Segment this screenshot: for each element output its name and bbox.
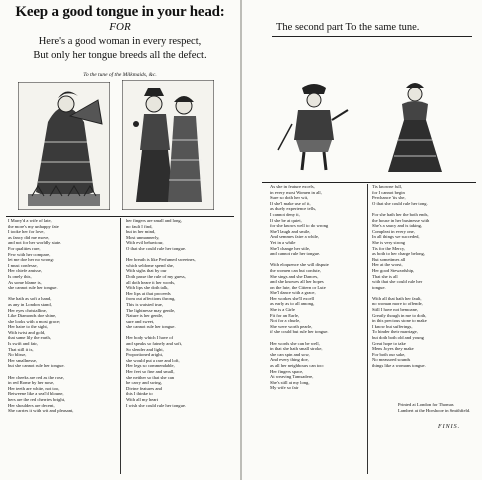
verse-line: O that she could rule her tongue. bbox=[126, 245, 187, 251]
verse-line: with that she could rule her bbox=[372, 279, 423, 285]
verse-line: and she knowes all her hopes bbox=[270, 279, 324, 285]
verse-line: in that she hath small stroke, bbox=[270, 346, 323, 352]
verse-line: the more's my unhappy fate bbox=[8, 223, 59, 229]
verse-line: For qualities rare, bbox=[8, 245, 41, 251]
verse-line: Is swift and fair, bbox=[8, 341, 38, 347]
verse-line: no fault I find, bbox=[126, 223, 153, 229]
verse-line: and cannot rule her tongue. bbox=[270, 251, 321, 257]
column-divider bbox=[120, 218, 121, 474]
verse-line: Her at the worst, bbox=[372, 262, 403, 268]
verse-line: I must confesse, bbox=[8, 262, 38, 268]
verse-line: With eloquence she will dispute bbox=[270, 262, 329, 268]
verse-line: She'l dance with a grace, bbox=[270, 290, 316, 296]
verse-line: this I thinke to bbox=[126, 391, 153, 397]
verse-line: that same lily the earth, bbox=[8, 335, 51, 341]
verse-line: her fingers are small and long, bbox=[126, 218, 182, 223]
verse-line: Most unmannerly, bbox=[126, 234, 160, 240]
verse-line: Like Diamonds doe shine, bbox=[8, 313, 57, 319]
verse-line: To hinder their marriage, bbox=[372, 329, 418, 335]
second-part-title: The second part To the same tune. bbox=[276, 22, 420, 33]
verse-line: I wish she could rule her tongue. bbox=[126, 402, 187, 408]
verse-line: As she in feature excels, bbox=[270, 184, 315, 189]
verse-line: in every most Women in all, bbox=[270, 189, 322, 195]
verse-line: for she knows well to do wrong bbox=[270, 223, 329, 229]
verse-line: With evil behaviour, bbox=[126, 240, 164, 246]
verse-line: Her smallnesse, bbox=[8, 357, 38, 363]
verse-line: Fit for an Earle, bbox=[270, 312, 300, 318]
verse-line: but she cannot rule her tongue. bbox=[8, 363, 65, 369]
verse-line: For she hath her the both ends, bbox=[372, 211, 429, 217]
verse-line: I cannot deny it, bbox=[270, 211, 300, 217]
section-rule-right bbox=[262, 182, 476, 183]
subtitle-line-1: Here's a good woman in every respect, bbox=[38, 36, 202, 47]
verse-line: on the lute, the Cittern or Lute bbox=[270, 284, 326, 290]
verse-line: no woman more to offende, bbox=[372, 301, 423, 307]
verse-line: but doth both old and young bbox=[372, 335, 424, 341]
verse-line: as duely experience tells, bbox=[270, 206, 317, 212]
verse-line: Betweene like a seal'd bloune, bbox=[8, 391, 64, 397]
verse-line: Her teeth are white, not too, bbox=[8, 385, 60, 391]
verse-line: she cannot rule her tongue. bbox=[8, 285, 58, 291]
verse-line: as early as to all among, bbox=[270, 301, 315, 307]
verse-line: she neither so that she can bbox=[126, 374, 175, 380]
verse-line: in this precious stone to make bbox=[372, 318, 427, 324]
verse-line: Her words she can be well, bbox=[270, 340, 320, 346]
ballad-title: Keep a good tongue in your head: bbox=[15, 4, 225, 20]
imprint-line-1: Printed at London for Thomas bbox=[398, 402, 454, 407]
verse-line: No blisse, bbox=[8, 352, 27, 358]
verse-line: And semmes faire a while, bbox=[270, 234, 320, 240]
verse-column-left-1 bbox=[8, 218, 118, 476]
verse-line: Nature is her gentle, bbox=[126, 313, 164, 319]
verse-line: Her feet so fine and small, bbox=[126, 369, 175, 375]
verse-line: Her chiefe amisse, bbox=[8, 268, 43, 274]
verse-line: For both our sake, bbox=[372, 351, 406, 357]
woodcut-lady-with-fan-image bbox=[18, 82, 110, 210]
verse-line: Mens Joyes they make bbox=[372, 346, 414, 352]
verse-line: I Marry'd a wife of late, bbox=[8, 218, 52, 223]
verse-line: She carries it with wit and pleasant, bbox=[8, 408, 74, 414]
verse-line: tongue. bbox=[372, 284, 386, 290]
verse-line: She is very strong bbox=[372, 239, 406, 245]
verse-line: the women can but confute, bbox=[270, 267, 321, 273]
verse-line: Is onely this, bbox=[8, 273, 32, 279]
verse-line: sure and sweet, bbox=[126, 318, 155, 324]
verse-line: Her workes she'll excell bbox=[270, 295, 315, 301]
verse-line: Compleat in every one, bbox=[372, 228, 415, 234]
verse-line: Her eyes christalline, bbox=[8, 307, 47, 313]
verse-line: She'l change her stile, bbox=[270, 245, 311, 251]
verse-line: That she is all bbox=[372, 273, 398, 279]
verse-line: Her lips at that proceeds bbox=[126, 290, 171, 296]
verse-line: Her cheeks are red as the rose, bbox=[8, 374, 64, 380]
verse-line: No measured sounds bbox=[372, 357, 411, 363]
verse-line: Tis for the Mercy, bbox=[372, 245, 405, 251]
section-rule bbox=[6, 216, 234, 217]
woodcut-gentleman-image bbox=[272, 80, 356, 174]
finis-mark: FINIS. bbox=[438, 424, 461, 430]
verse-line: Yet in a while bbox=[270, 239, 296, 245]
verse-line: be carry and swing, bbox=[126, 380, 162, 386]
verse-line: Her good Stewardship, bbox=[372, 267, 415, 273]
verse-line: all doth heare it her words, bbox=[126, 279, 176, 285]
verse-line: she would put a rare and loft, bbox=[126, 357, 180, 363]
verse-line: as both to her charge belong, bbox=[372, 251, 425, 257]
verse-column-right-1 bbox=[270, 184, 366, 476]
subtitle-line-2: But only her tongue breeds all the defect. bbox=[33, 50, 207, 61]
verse-line: With all that hath her fault, bbox=[372, 295, 422, 301]
title-rule bbox=[272, 36, 472, 37]
column-divider-right bbox=[367, 184, 368, 474]
verse-line: She'l laugh and smile, bbox=[270, 228, 311, 234]
verse-line: hers are the red cherries bright, bbox=[8, 397, 66, 402]
verse-line: she can spin and sow, bbox=[270, 351, 310, 357]
tune-line: To the tune of the Milkmaids, &c. bbox=[83, 72, 157, 78]
verse-line: but in her mind, bbox=[126, 229, 156, 235]
verse-line: She were worth pearle, bbox=[270, 323, 313, 329]
verse-line: Greatly though in me to doth, bbox=[372, 312, 427, 318]
verse-line: Divine features and bbox=[126, 385, 162, 391]
verse-line: Her breath is like Perfumed sweetnes, bbox=[126, 257, 196, 263]
woodcut-lady-image bbox=[380, 80, 450, 178]
verse-line: Her fingers space, bbox=[270, 368, 304, 374]
verse-line: Her shoulders are decent, bbox=[8, 402, 55, 408]
verse-line: I know but sufferings, bbox=[372, 323, 413, 329]
verse-line: The lightnesse may gentle, bbox=[126, 307, 176, 313]
imprint-line-2: Lambert at the Horshooe in Smithfield. bbox=[398, 408, 471, 413]
verse-line: My wife so fair bbox=[270, 385, 299, 391]
right-broadside-page bbox=[242, 0, 482, 480]
verse-line: for I cannot begin bbox=[372, 189, 405, 195]
verse-line: things like a womans tongue. bbox=[372, 363, 426, 368]
verse-line: But sometimes all bbox=[372, 256, 406, 262]
verse-line: Not for a churle, bbox=[270, 318, 301, 324]
verse-line: the house in her businesse with bbox=[372, 217, 430, 223]
verse-line: she cannot rule her tongue. bbox=[126, 324, 176, 330]
verse-line: in red Rome by her nose, bbox=[8, 380, 55, 386]
verse-line: And every thing doe, bbox=[270, 357, 309, 363]
verse-line: Few with her compare, bbox=[8, 251, 51, 257]
verse-line: let me doe her no wrong: bbox=[8, 257, 55, 263]
verse-line: Perchance 'tis she, bbox=[372, 195, 406, 201]
woodcut-couple-image bbox=[122, 80, 214, 210]
verse-line: as all her neighbours can too: bbox=[270, 363, 324, 368]
verse-line: Her body which I have of bbox=[126, 335, 174, 341]
verse-line: Still I have not bemoane, bbox=[372, 307, 419, 313]
verse-line: With twist and gold, bbox=[8, 329, 46, 335]
verse-line: from out affections throng, bbox=[126, 296, 176, 302]
verse-line: So slender and light, bbox=[126, 346, 164, 352]
left-broadside-page bbox=[0, 0, 240, 480]
verse-line: Sure so doth her wit, bbox=[270, 195, 309, 201]
verse-line: If she'l make use of it, bbox=[270, 200, 311, 206]
for-label: FOR bbox=[109, 21, 131, 33]
verse-line: Her legs so commendable, bbox=[126, 363, 175, 369]
verse-line: That still it is, bbox=[8, 346, 34, 352]
verse-line: With sighs that by our bbox=[126, 268, 167, 274]
verse-line: If she be at quiet, bbox=[270, 217, 302, 223]
verse-line: She hath as soft a hand, bbox=[8, 296, 52, 302]
verse-line: she looks with a most grace; bbox=[8, 318, 61, 324]
verse-line: At weaving Tamsadere, bbox=[270, 374, 314, 380]
verse-line: As some blame is, bbox=[8, 279, 42, 285]
verse-line: which seldome spend she, bbox=[126, 262, 174, 268]
verse-line: With all my heart bbox=[126, 397, 159, 402]
verse-line: O that she could rule her tong. bbox=[372, 200, 428, 206]
verse-line: Doth passe the rule of my guess, bbox=[126, 273, 186, 279]
verse-line: if she could but rule her tongue. bbox=[270, 329, 329, 335]
verse-line: Proportioned aright, bbox=[126, 352, 163, 358]
verse-line: I tooke her for love, bbox=[8, 229, 45, 235]
verse-line: With lips she doth talk, bbox=[126, 285, 169, 291]
verse-column-right-2 bbox=[372, 184, 478, 402]
verse-column-left-2 bbox=[126, 218, 236, 476]
verse-line: and speaks so fainely and soft, bbox=[126, 341, 183, 347]
verse-line: Great hope to take bbox=[372, 340, 406, 346]
verse-line: as fancy did me move, bbox=[8, 234, 50, 240]
verse-line: She is a Girle bbox=[270, 307, 295, 313]
verse-line: This is waisted true, bbox=[126, 301, 163, 307]
verse-line: In all things we succeded, bbox=[372, 234, 420, 240]
verse-line: She sings and she Dances, bbox=[270, 273, 319, 279]
verse-line: as any in London stand, bbox=[8, 301, 52, 307]
verse-line: She's a saucy and is taking, bbox=[372, 223, 423, 229]
verse-line: Tis knowne full, bbox=[372, 184, 403, 189]
verse-line: and not for her worldly state. bbox=[8, 240, 62, 246]
verse-line: Her haire to the sight, bbox=[8, 324, 48, 330]
verse-line: She's still at my long, bbox=[270, 379, 310, 385]
